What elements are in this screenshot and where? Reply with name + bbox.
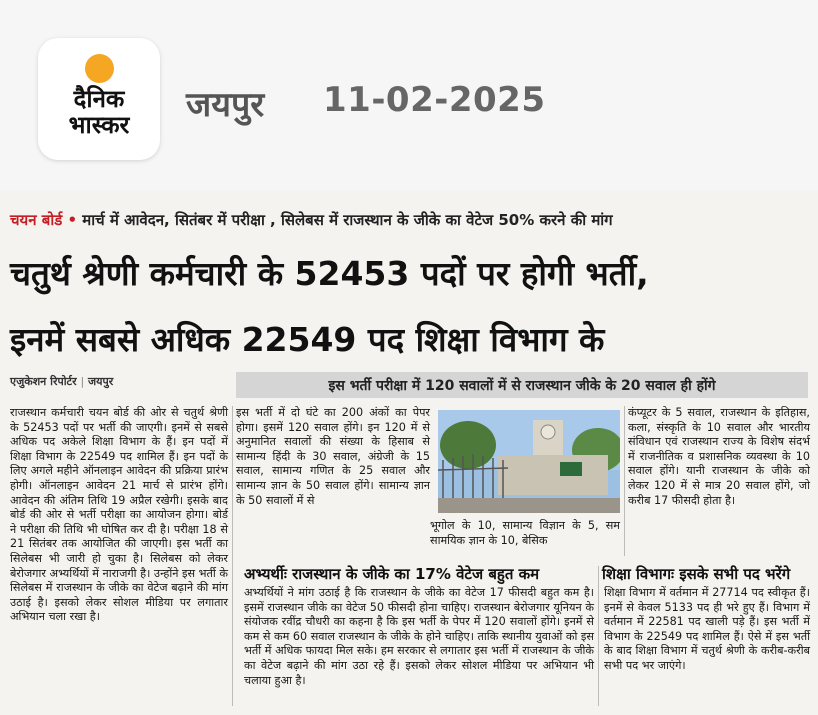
body-column-2: इस भर्ती में दो घंटे का 200 अंकों का पेपर होगा। इसमें 120 सवाल होंगे। इन 120 में से अनुमानित सवालों की संख्या के हिसाब से सामान्य हिंदी के 30 सवाल, अंग्रेजी के 15 सवाल, सामान्य गणित के 25 सवाल और सामान्य ज्ञान के 50 सवाल होंगे। सामान्य ज्ञान के 50 सवालों में से	[236, 406, 430, 507]
column-divider	[598, 566, 599, 706]
kicker-text: मार्च में आवेदन, सितंबर में परीक्षा , सिलेबस में राजस्थान के जीके का वेटेज 50% करने की मांग	[77, 211, 613, 229]
highlight-bar-text: इस भर्ती परीक्षा में 120 सवालों में से राजस्थान जीके के 20 सवाल ही होंगे	[328, 378, 716, 394]
dainik-bhaskar-logo[interactable]	[38, 38, 160, 160]
highlight-bar	[236, 372, 808, 398]
column-divider	[232, 406, 233, 706]
news-photo	[438, 410, 620, 513]
body-column-2-continued: भूगोल के 10, सामान्य विज्ञान के 5, सम सामयिक ज्ञान के 10, बेसिक	[430, 519, 620, 547]
body-column-3: कंप्यूटर के 5 सवाल, राजस्थान के इतिहास, कला, संस्कृति के 10 सवाल और भारतीय संविधान एवं राजस्थान राज्य के विशेष संदर्भ में राजनीतिक व प्रशासनिक व्यवस्था के 10 सवाल होंगे। यानी राजस्थान के जीके को लेकर 120 में से मात्र 20 सवाल होंगे, जो करीब 17 फीसदी होता है।	[628, 406, 810, 507]
edition-date: 11-02-2025	[323, 80, 546, 120]
byline	[10, 374, 113, 389]
body-column-4: अभ्यर्थियों ने मांग उठाई है कि राजस्थान के जीके का वेटेज 17 फीसदी बहुत कम है। इसमें राजस्थान जीके का वेटेज 50 फीसदी होना चाहिए। राजस्थान बेरोजगार यूनियन के संयोजक रवींद्र चौधरी का कहना है कि इस भर्ती के पेपर में 120 सवालों होंगे। इनमें से कम से कम 60 सवाल राजस्थान के जीके के होने चाहिए। ताकि स्थानीय युवाओं को इस भर्ती में अधिक फायदा मिल सके। हम सरकार से लगातार इस भर्ती में राजस्थान के जीके का वेटेज बढ़ाने की मांग उठा रहे हैं। इसको लेकर सोशल मीडिया पर अभियान भी चलाया हुआ है।	[244, 586, 594, 687]
byline-city: जयपुर	[88, 375, 114, 388]
article-kicker	[10, 210, 613, 230]
app-header	[0, 0, 818, 190]
byline-author: एजुकेशन रिपोर्टर	[10, 375, 77, 388]
headline-line-2: इनमें सबसे अधिक 22549 पद शिक्षा विभाग के	[10, 320, 605, 359]
body-column-1: राजस्थान कर्मचारी चयन बोर्ड की ओर से चतुर्थ श्रेणी के 52453 पदों पर भर्ती की जाएगी। इनमें से सबसे अधिक पद अकेले शिक्षा विभाग के हैं। इन पदों में शिक्षा विभाग के 22549 पद शामिल हैं। इन पदों के लिए अगले महीने ऑनलाइन आवेदन की प्रक्रिया प्रारंभ होगी। ऑनलाइन आवेदन 21 मार्च से प्रारंभ होंगे। आवेदन की अंतिम तिथि 19 अप्रैल रखेगी। इसके बाद बोर्ड की ओर से भर्ती परीक्षा का आयोजन होगा। बोर्ड ने परीक्षा की तिथि भी घोषित कर दी है। परीक्षा 18 से 21 सितंबर तक आयोजित की जाएगी। इस भर्ती का सिलेबस भी जारी हो चुका है। सिलेबस को लेकर बेरोजगार अभ्यर्थियों में नाराजगी है। उन्होंने इस भर्ती के सिलेबस में राजस्थान के जीके का वेटेज बढ़ाने की मांग उठाई है। इसको लेकर सोशल मीडिया पर लगातार अभियान चला रखा है।	[10, 406, 228, 624]
subhead-candidates: अभ्यर्थीः राजस्थान के जीके का 17% वेटेज बहुत कम	[244, 565, 540, 583]
city-label: जयपुर	[186, 85, 265, 125]
column-divider	[624, 406, 625, 556]
byline-separator: |	[80, 375, 85, 388]
building-gate-image	[438, 410, 620, 513]
sun-icon	[85, 54, 114, 83]
kicker-tag: चयन बोर्ड •	[10, 211, 78, 229]
logo-text-line1: दैनिक	[73, 85, 125, 113]
body-column-5: शिक्षा विभाग में वर्तमान में 27714 पद स्वीकृत हैं। इनमें से केवल 5133 पद ही भरे हुए हैं। विभाग में वर्तमान में 22581 पद खाली पड़े हैं। इस भर्ती में विभाग के 22549 पद शामिल हैं। ऐसे में इस भर्ती के बाद शिक्षा विभाग में चतुर्थ श्रेणी के करीब-करीब सभी पद भर जाएंगे।	[604, 586, 810, 672]
headline-line-1: चतुर्थ श्रेणी कर्मचारी के 52453 पदों पर होगी भर्ती,	[10, 254, 649, 293]
subhead-education-dept: शिक्षा विभागः इसके सभी पद भरेंगे	[602, 565, 791, 583]
logo-text-line2: भास्कर	[68, 111, 130, 139]
